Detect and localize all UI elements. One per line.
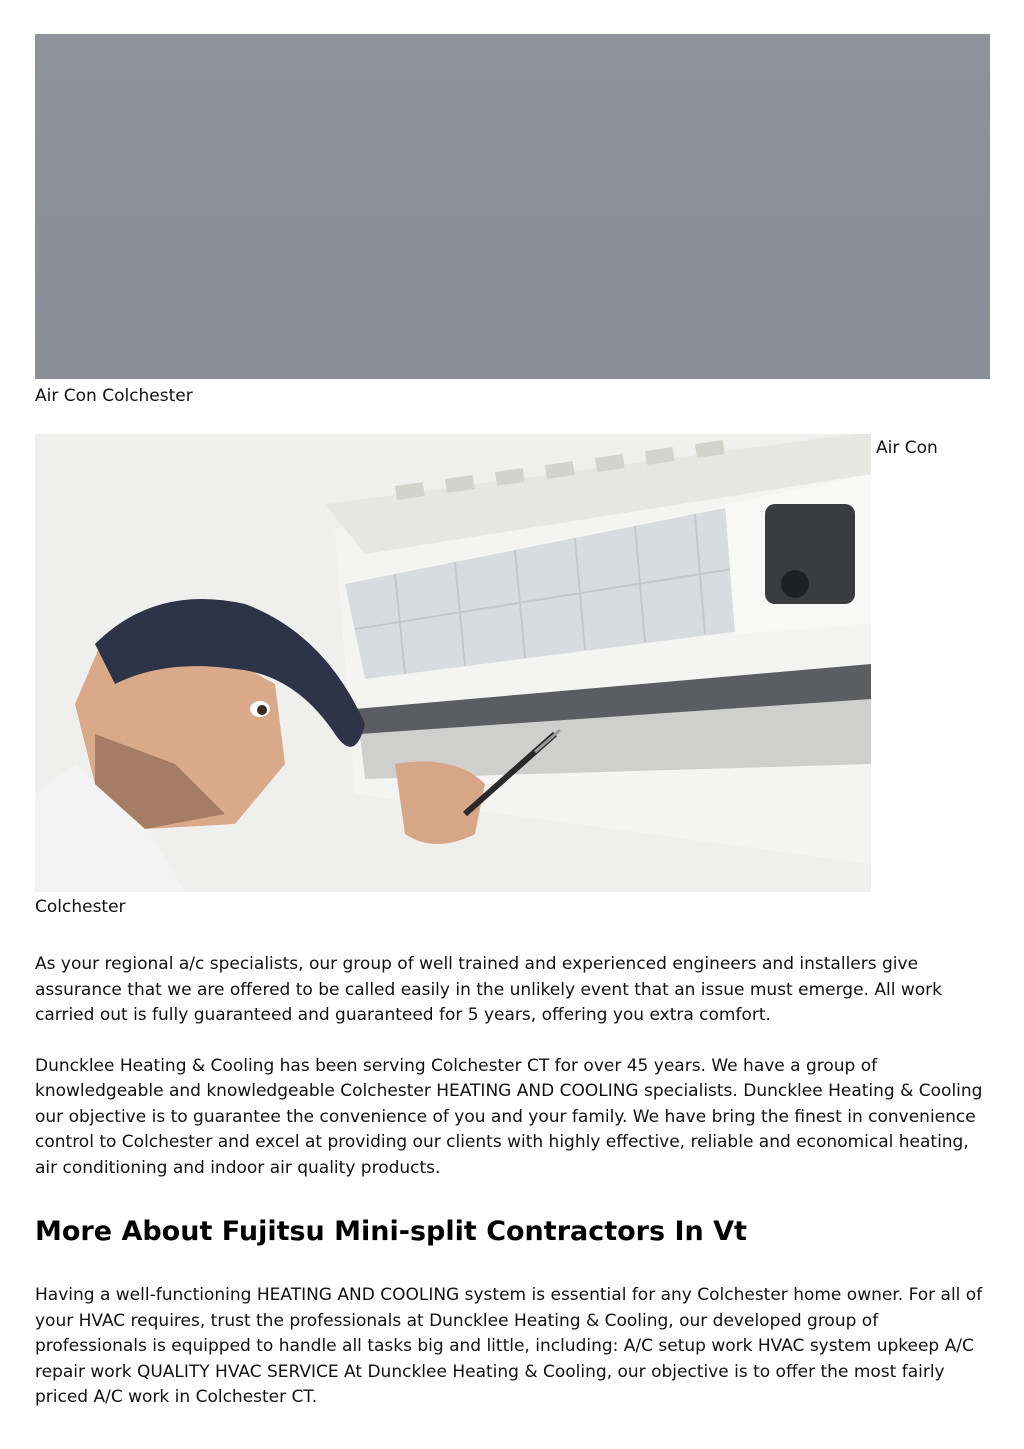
top-image-caption: Air Con Colchester <box>35 386 193 406</box>
figure-caption-right: Air Con <box>876 438 938 458</box>
paragraph-intro: As your regional a/c specialists, our group of well trained and experienced engineers and installers give assurance that we are offered to be called easily in the unlikely event that an issue must emerge. All work carried out is fully guaranteed and guaranteed for 5 years, offering you extra comfort. <box>35 954 942 1025</box>
document-page <box>35 34 990 1411</box>
hero-image <box>35 34 990 379</box>
figure-caption-below: Colchester <box>35 897 126 917</box>
section-heading: More About Fujitsu Mini-split Contractors In Vt <box>35 1216 747 1247</box>
section-paragraph: Having a well-functioning HEATING AND COOLING system is essential for any Colchester home owner. For all of your HVAC requires, trust the professionals at Duncklee Heating & Cooling, our developed group of professionals is equipped to handle all tasks big and little, including: A/C setup work HVAC system upkeep A/C repair work QUALITY HVAC SERVICE At Duncklee Heating & Cooling, our objective is to offer the most fairly priced A/C work in Colchester CT. <box>35 1285 983 1407</box>
paragraph-company: Duncklee Heating & Cooling has been serving Colchester CT for over 45 years. We have a group of knowledgeable and knowledgeable Colchester HEATING AND COOLING specialists. Duncklee Heating & Cooling our objective is to guarantee the convenience of you and your family. We have bring the finest in convenience control to Colchester and excel at providing our clients with highly effective, reliable and economical heating, air conditioning and indoor air quality products. <box>35 1055 983 1178</box>
technician-figure <box>35 434 990 892</box>
technician-ac-photo <box>35 434 871 892</box>
